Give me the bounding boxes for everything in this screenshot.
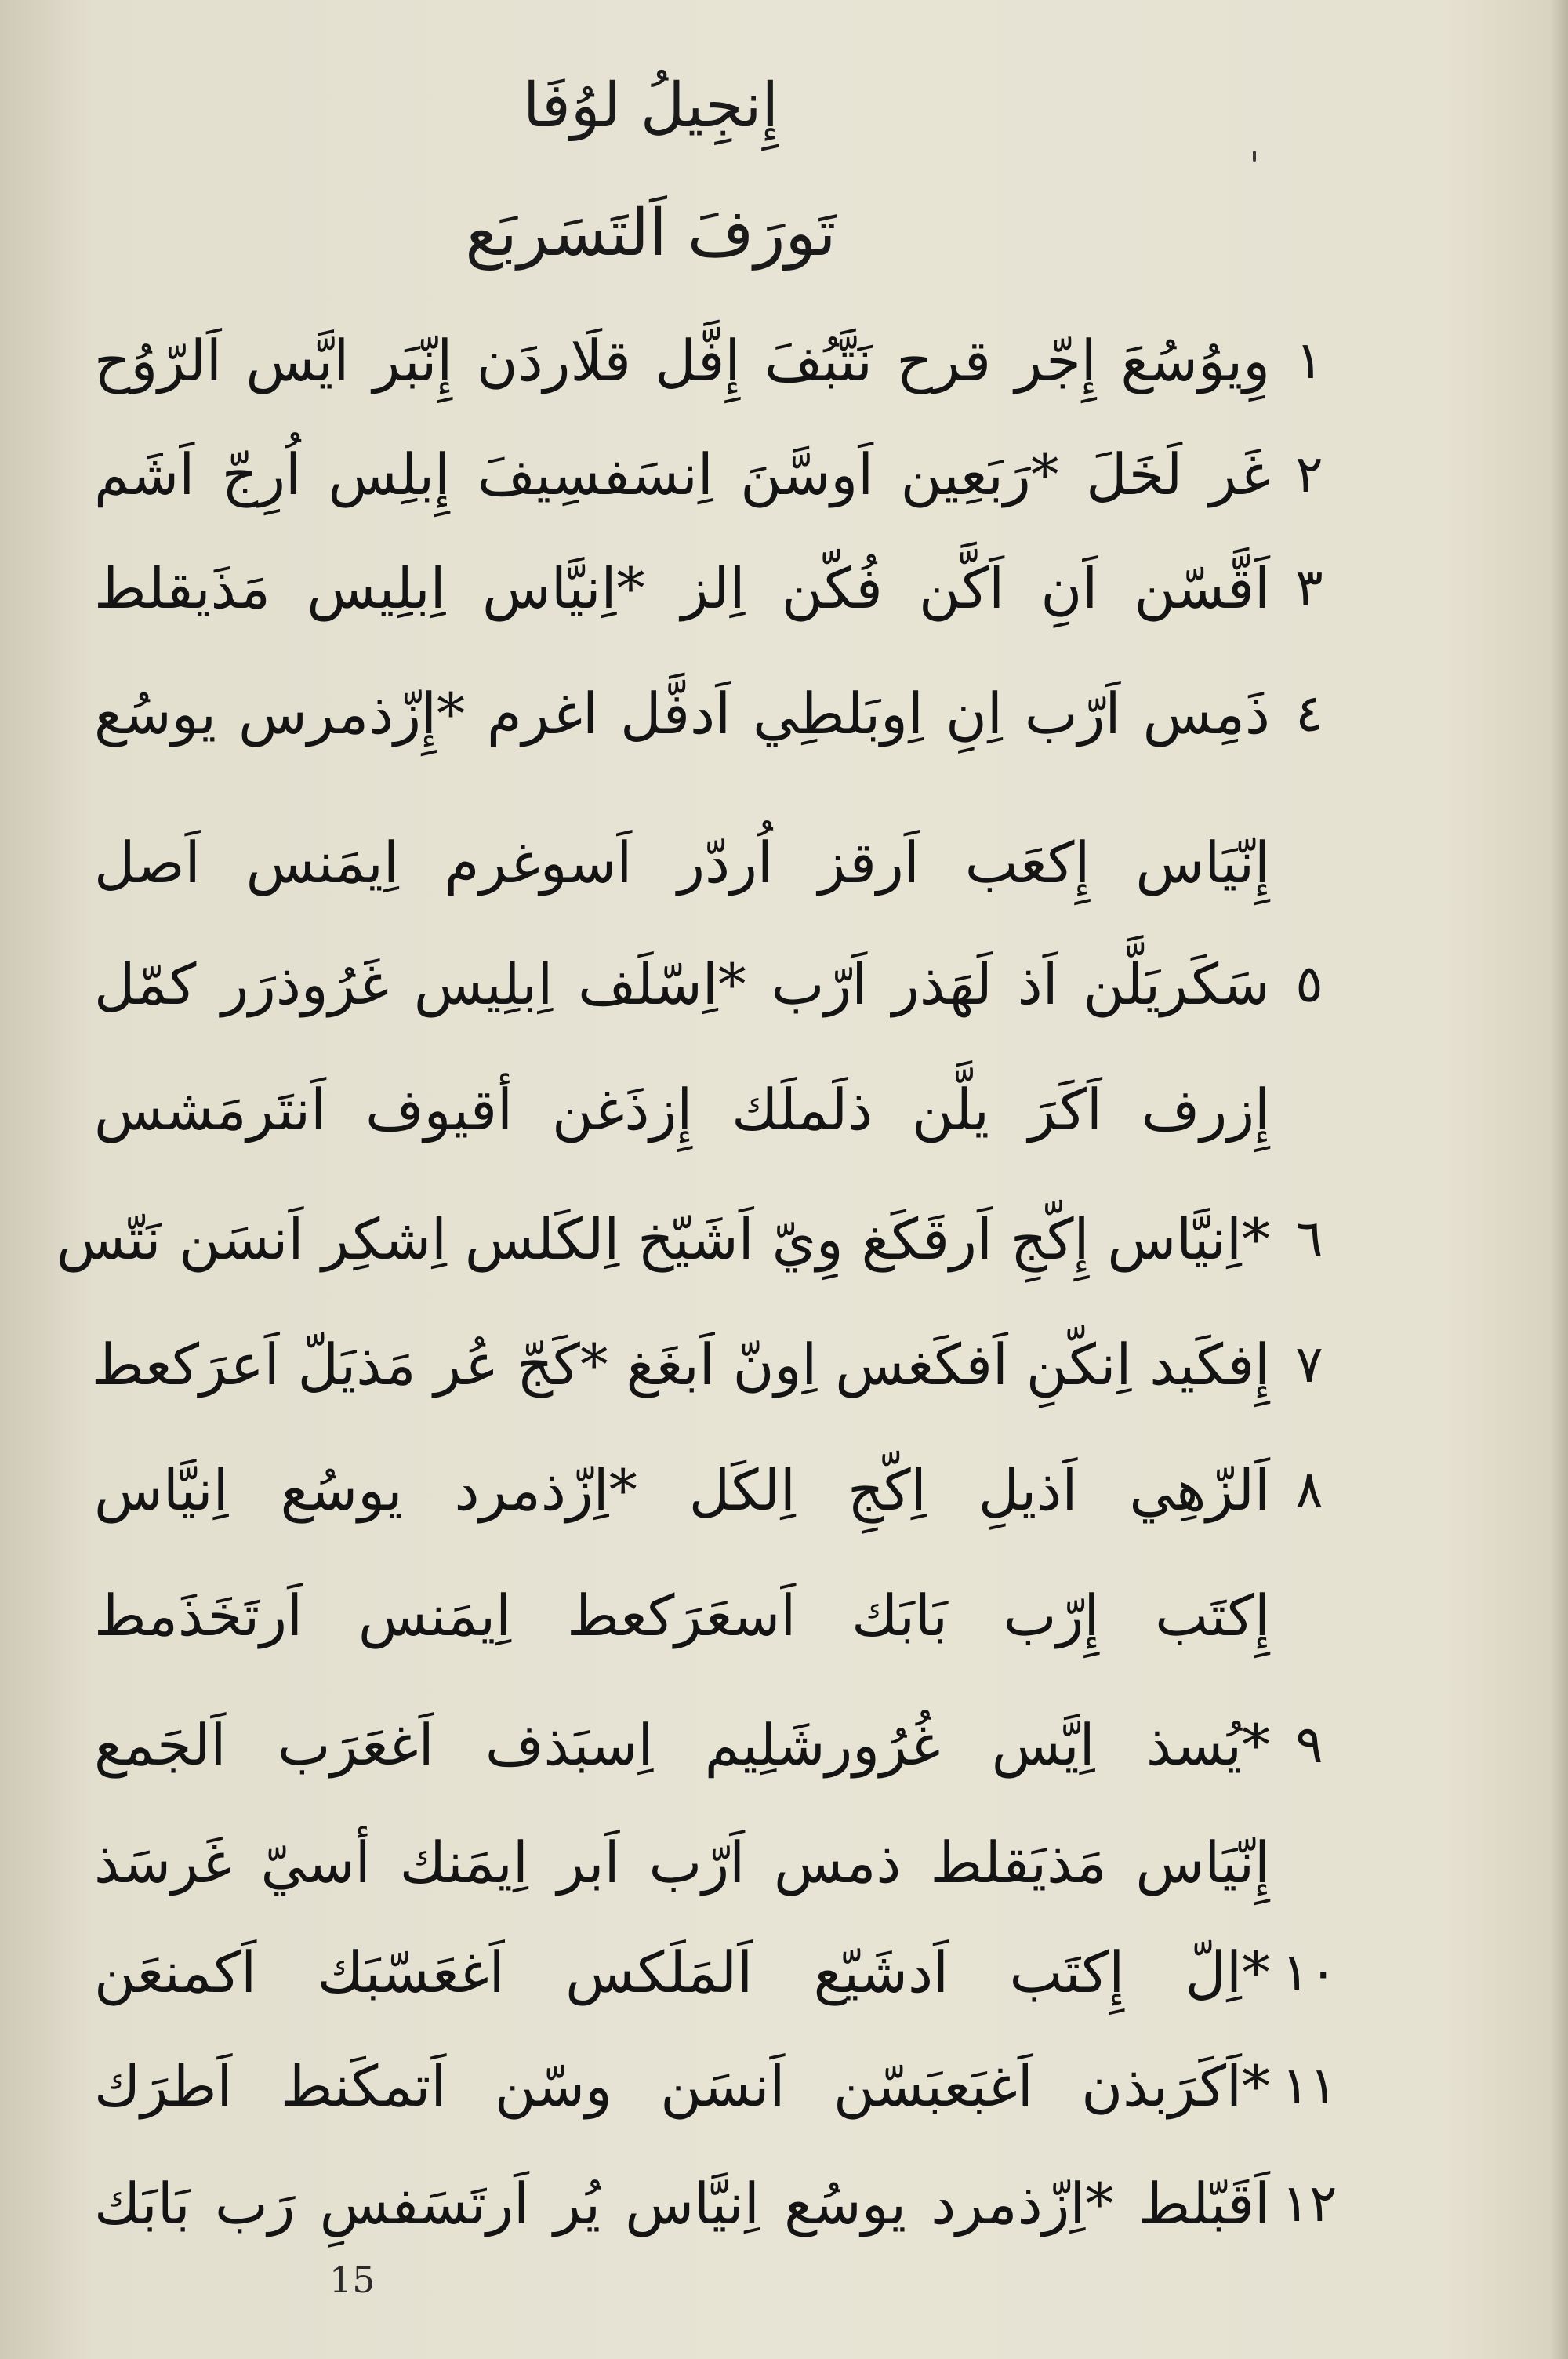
verse-text: غَر لَخَلَ *رَبَعِين اَوسَّنَ اِنسَفسِيفَ إِبلِس اُرِجّ اَشَم — [94, 442, 1270, 507]
verse-text: *اِلّ إِكتَب اَدشَيّع اَلمَلَكس اَغعَسّبَك اَكمنعَن — [94, 1939, 1270, 2005]
verse-text: *اِنيَّاس إِكّجِ اَرقَكَغ وِيّ اَشَيّخ اِلكَلس اِشكِر اَنسَن نَتّس — [56, 1206, 1270, 1272]
verse-number: ٤ — [1295, 683, 1323, 743]
verse-text: إِزرف اَكَرَ يلَّن ذلَملَك إِزذَغن أقيوف اَنتَرمَشس — [94, 1077, 1270, 1143]
verse-text: اَقَّسّن اَنِ اَكَّن فُكّن اِلز *اِنيَّاس اِبلِيس مَذَيقلط — [94, 555, 1270, 621]
verse-number: ١٠ — [1281, 1942, 1338, 2002]
verse-number: ٦ — [1295, 1209, 1323, 1269]
verse-number: ١٢ — [1281, 2173, 1338, 2234]
verse-text: اَقَبّلط *اِزّذمرد يوسُع اِنيَّاس يُر اَرتَسَفسِ رَب بَابَك — [94, 2171, 1270, 2237]
verse-text: إِكتَب إِرّب بَابَك اَسعَرَكعط اِيمَنس اَرتَخَذَمط — [94, 1583, 1271, 1648]
verse-number: ٢ — [1295, 444, 1323, 504]
verse-text: وِيوُسُعَ إِجّر قرح نَتَّبُفَ إِفَّل قلَاردَن إِنّبَر ايَّس اَلرّوُح — [94, 328, 1270, 394]
verse-number: ١ — [1295, 330, 1323, 391]
chapter-title: تَورَفَ اَلتَسَربَع — [465, 196, 837, 271]
verse-number: ٨ — [1295, 1459, 1323, 1520]
verse-number: ٩ — [1295, 1714, 1323, 1775]
page-edge-shadow — [1551, 0, 1568, 2359]
verse-text: إِنّيَاس مَذيَقلط ذمس اَرّب اَبر اِيمَنك أسيّ غَرسَذ — [94, 1830, 1270, 1896]
verse-number: ٧ — [1295, 1334, 1323, 1394]
verse-text: اَلزّهِي اَذيلِ اِكّجِ اِلكَل *اِزّذمرد يوسُع اِنيَّاس — [94, 1457, 1270, 1523]
gospel-title: إِنجِيلُ لوُفَا — [522, 71, 779, 141]
verse-number: ١١ — [1281, 2055, 1338, 2116]
page-number: 15 — [329, 2259, 376, 2301]
ink-mark — [1253, 151, 1256, 162]
verse-number: ٣ — [1295, 558, 1323, 618]
verse-number: ٥ — [1295, 954, 1323, 1014]
verse-text: سَكَريَلَّن اَذ لَهَذر اَرّب *اِسّلَف اِبلِيس غَرُوذرَر كمّل — [94, 951, 1270, 1017]
verse-text: *يُسذ اِيَّس غُرُورشَلِيم اِسبَذف اَغعَرَب اَلجَمع — [94, 1712, 1270, 1778]
verse-text: إِنّيَاس إِكعَب اَرقز اُردّر اَسوغرم اِيمَنس اَصل — [94, 830, 1270, 896]
verse-text: ذَمِس اَرّب اِنِ اِوبَلطِي اَدفَّل اغرم *إِزّذمرس يوسُع — [94, 681, 1270, 747]
verse-text: إِفكَيد اِنكّنِ اَفكَغس اِونّ اَبغَغ *كَجّ عُر مَذيَلّ اَعرَكعط — [91, 1332, 1270, 1398]
verse-text: *اَكَرَبذن اَغبَعبَسّن اَنسَن وسّن اَتمكَنط اَطرَك — [94, 2053, 1270, 2119]
